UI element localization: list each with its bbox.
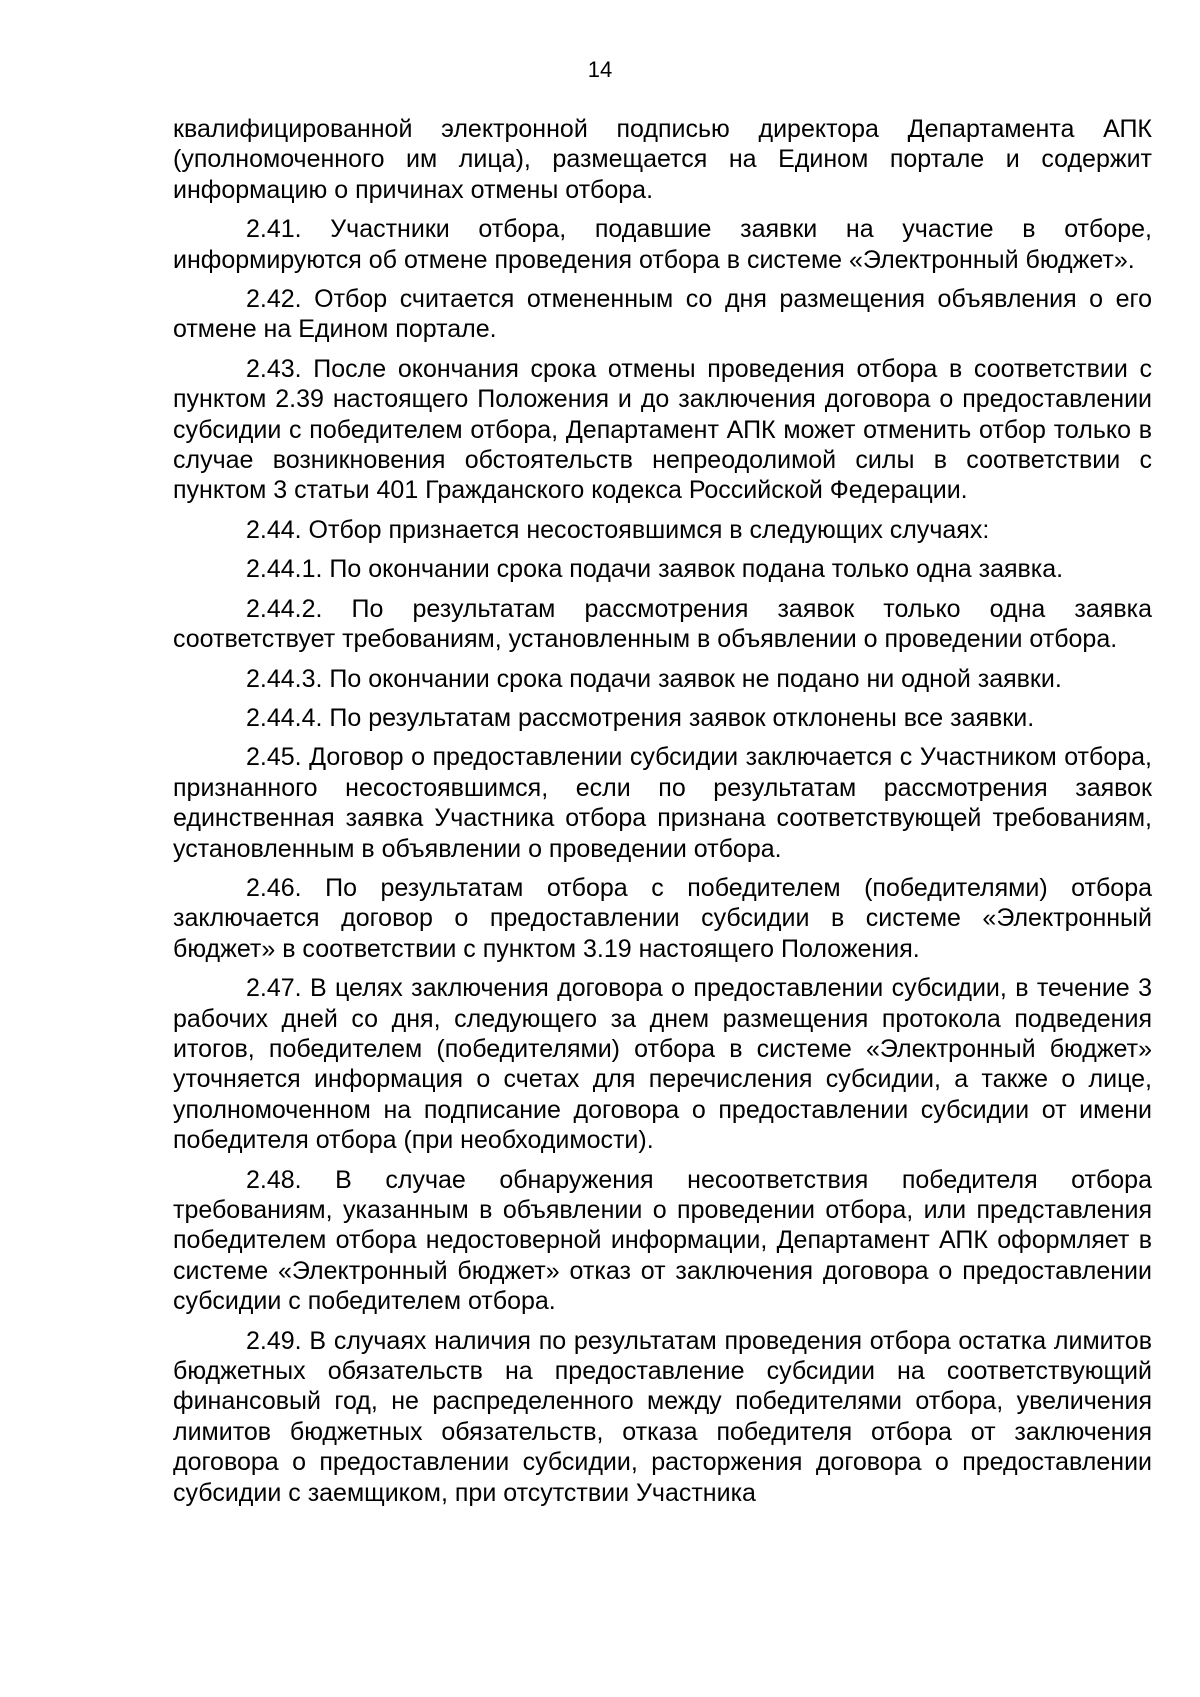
paragraph-2: 2.41. Участники отбора, подавшие заявки на участие в отборе, информируются об отмене проведения отбора в системе «Электронный бюджет». (173, 215, 1152, 274)
paragraph-7: 2.44.2. По результатам рассмотрения заявок только одна заявка соответствует требованиям, установленным в объявлении о проведении отбора. (173, 594, 1152, 654)
paragraph-12: 2.47. В целях заключения договора о предоставлении субсидии, в течение 3 рабочих дней со дня, следующего за днем размещения протокола подведения итогов, победителем (победителями) отбора в системе «Электронный бюджет» уточняется информация о счетах для перечисления субсидии, а также о лице, уполномоченном на подписание договора о предоставлении субсидии от имени победителя отбора (при необходимости). (173, 974, 1152, 1155)
paragraph-10: 2.45. Договор о предоставлении субсидии заключается с Участником отбора, признанного несостоявшимся, если по результатам рассмотрения заявок единственная заявка Участника отбора признана соответствующей требованиям, установленным в объявлении о проведении отбора. (173, 743, 1152, 863)
paragraph-11: 2.46. По результатам отбора с победителем (победителями) отбора заключается договор о предоставлении субсидии в системе «Электронный бюджет» в соответствии с пунктом 3.19 настоящего Положения. (173, 873, 1152, 963)
paragraph-5: 2.44. Отбор признается несостоявшимся в следующих случаях: (246, 515, 990, 544)
paragraph-13: 2.48. В случае обнаружения несоответствия победителя отбора требованиям, указанным в объявлении о проведении отбора, или представления победителем отбора недостоверной информации, Департамент АПК оформляет в системе «Электронный бюджет» отказ от заключения договора о предоставлении субсидии с победителем отбора. (173, 1165, 1152, 1316)
paragraph-9: 2.44.4. По результатам рассмотрения заявок отклонены все заявки. (246, 703, 1035, 732)
document-body (173, 114, 1152, 1517)
paragraph-6: 2.44.1. По окончании срока подачи заявок подана только одна заявка. (246, 555, 1064, 584)
paragraph-8: 2.44.3. По окончании срока подачи заявок не подано ни одной заявки. (246, 664, 1062, 693)
paragraph-3: 2.42. Отбор считается отмененным со дня размещения объявления о его отмене на Едином портале. (173, 285, 1152, 344)
page-number: 14 (587, 57, 613, 82)
paragraph-14: 2.49. В случаях наличия по результатам проведения отбора остатка лимитов бюджетных обязательств на предоставление субсидии на соответствующий финансовый год, не распределенного между победителями отбора, увеличения лимитов бюджетных обязательств, отказа победителя отбора от заключения договора о предоставлении субсидии, расторжения договора о предоставлении субсидии с заемщиком, при отсутствии Участника (173, 1326, 1152, 1507)
paragraph-4: 2.43. После окончания срока отмены проведения отбора в соответствии с пунктом 2.39 настоящего Положения и до заключения договора о предоставлении субсидии с победителем отбора, Департамент АПК может отменить отбор только в случае возникновения обстоятельств непреодолимой силы в соответствии с пунктом 3 статьи 401 Гражданского кодекса Российской Федерации. (173, 354, 1152, 505)
paragraph-1: квалифицированной электронной подписью директора Департамента АПК (уполномоченного им лица), размещается на Едином портале и содержит информацию о причинах отмены отбора. (173, 115, 1152, 204)
